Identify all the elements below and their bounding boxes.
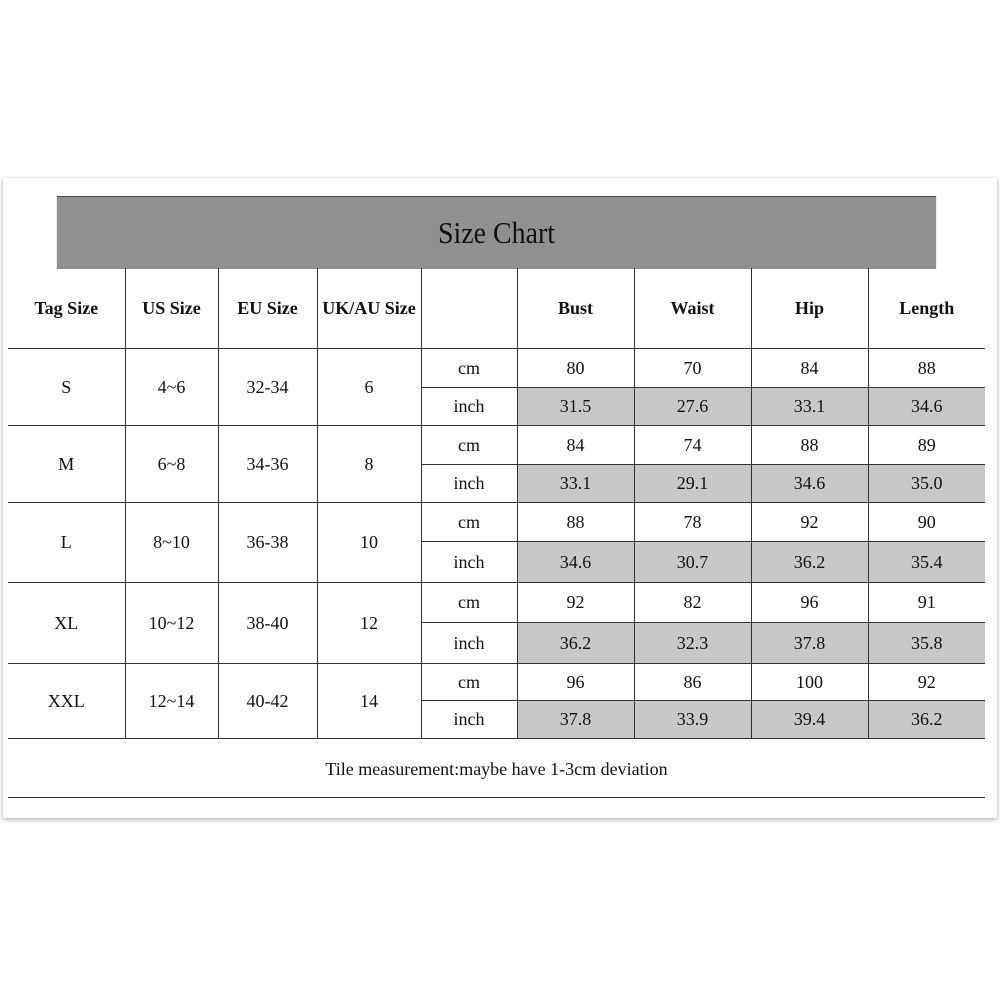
bust-cm-cell: 80 — [517, 349, 634, 388]
header-uk-au-size: UK/AU Size — [317, 268, 421, 349]
table-row-cm — [8, 664, 985, 701]
waist-inch-cell: 29.1 — [634, 465, 751, 503]
unit-cell-inch: inch — [421, 465, 517, 503]
tag-size-cell: XXL — [8, 664, 125, 739]
tag-size-cell: L — [8, 503, 125, 583]
uk-au-size-cell: 12 — [317, 583, 421, 664]
hip-inch-cell: 37.8 — [751, 623, 868, 664]
hip-cm-cell: 88 — [751, 426, 868, 465]
waist-cm-cell: 78 — [634, 503, 751, 542]
us-size-cell: 4~6 — [125, 349, 218, 426]
waist-cm-cell: 86 — [634, 664, 751, 701]
unit-cell-cm: cm — [421, 664, 517, 701]
header-unit — [421, 268, 517, 349]
header-waist: Waist — [634, 268, 751, 349]
bust-cm-cell: 84 — [517, 426, 634, 465]
length-inch-cell: 35.0 — [868, 465, 985, 503]
bust-inch-cell: 33.1 — [517, 465, 634, 503]
table-row-cm — [8, 583, 985, 623]
hip-inch-cell: 34.6 — [751, 465, 868, 503]
tag-size-cell: M — [8, 426, 125, 503]
table-header-row — [8, 268, 985, 349]
bust-inch-cell: 37.8 — [517, 701, 634, 739]
length-inch-cell: 36.2 — [868, 701, 985, 739]
length-inch-cell: 35.8 — [868, 623, 985, 664]
unit-cell-cm: cm — [421, 349, 517, 388]
header-tag-size: Tag Size — [8, 268, 125, 349]
tag-size-cell: XL — [8, 583, 125, 664]
eu-size-cell: 36-38 — [218, 503, 317, 583]
size-table — [8, 268, 985, 739]
uk-au-size-cell: 8 — [317, 426, 421, 503]
us-size-cell: 10~12 — [125, 583, 218, 664]
eu-size-cell: 32-34 — [218, 349, 317, 426]
table-body — [8, 349, 985, 739]
unit-cell-inch: inch — [421, 701, 517, 739]
bust-cm-cell: 88 — [517, 503, 634, 542]
unit-cell-cm: cm — [421, 503, 517, 542]
us-size-cell: 12~14 — [125, 664, 218, 739]
header-length: Length — [868, 268, 985, 349]
length-cm-cell: 90 — [868, 503, 985, 542]
unit-cell-inch: inch — [421, 623, 517, 664]
length-cm-cell: 89 — [868, 426, 985, 465]
measurement-note: Tile measurement:maybe have 1-3cm deviation — [8, 742, 985, 798]
eu-size-cell: 38-40 — [218, 583, 317, 664]
waist-cm-cell: 70 — [634, 349, 751, 388]
uk-au-size-cell: 14 — [317, 664, 421, 739]
uk-au-size-cell: 10 — [317, 503, 421, 583]
table-row-cm — [8, 503, 985, 542]
hip-cm-cell: 100 — [751, 664, 868, 701]
eu-size-cell: 34-36 — [218, 426, 317, 503]
bust-inch-cell: 31.5 — [517, 388, 634, 426]
hip-cm-cell: 92 — [751, 503, 868, 542]
length-cm-cell: 91 — [868, 583, 985, 623]
tag-size-cell: S — [8, 349, 125, 426]
header-eu-size: EU Size — [218, 268, 317, 349]
hip-cm-cell: 96 — [751, 583, 868, 623]
header-us-size: US Size — [125, 268, 218, 349]
us-size-cell: 6~8 — [125, 426, 218, 503]
unit-cell-cm: cm — [421, 583, 517, 623]
unit-cell-inch: inch — [421, 388, 517, 426]
waist-cm-cell: 82 — [634, 583, 751, 623]
header-bust: Bust — [517, 268, 634, 349]
hip-inch-cell: 33.1 — [751, 388, 868, 426]
waist-inch-cell: 27.6 — [634, 388, 751, 426]
waist-inch-cell: 33.9 — [634, 701, 751, 739]
uk-au-size-cell: 6 — [317, 349, 421, 426]
hip-inch-cell: 36.2 — [751, 542, 868, 583]
eu-size-cell: 40-42 — [218, 664, 317, 739]
hip-cm-cell: 84 — [751, 349, 868, 388]
header-hip: Hip — [751, 268, 868, 349]
length-inch-cell: 35.4 — [868, 542, 985, 583]
unit-cell-inch: inch — [421, 542, 517, 583]
waist-cm-cell: 74 — [634, 426, 751, 465]
table-row-cm — [8, 349, 985, 388]
size-chart-title: Size Chart — [57, 196, 936, 269]
length-inch-cell: 34.6 — [868, 388, 985, 426]
bust-inch-cell: 34.6 — [517, 542, 634, 583]
bust-cm-cell: 96 — [517, 664, 634, 701]
table-row-cm — [8, 426, 985, 465]
us-size-cell: 8~10 — [125, 503, 218, 583]
length-cm-cell: 92 — [868, 664, 985, 701]
waist-inch-cell: 30.7 — [634, 542, 751, 583]
unit-cell-cm: cm — [421, 426, 517, 465]
bust-cm-cell: 92 — [517, 583, 634, 623]
bust-inch-cell: 36.2 — [517, 623, 634, 664]
hip-inch-cell: 39.4 — [751, 701, 868, 739]
waist-inch-cell: 32.3 — [634, 623, 751, 664]
length-cm-cell: 88 — [868, 349, 985, 388]
